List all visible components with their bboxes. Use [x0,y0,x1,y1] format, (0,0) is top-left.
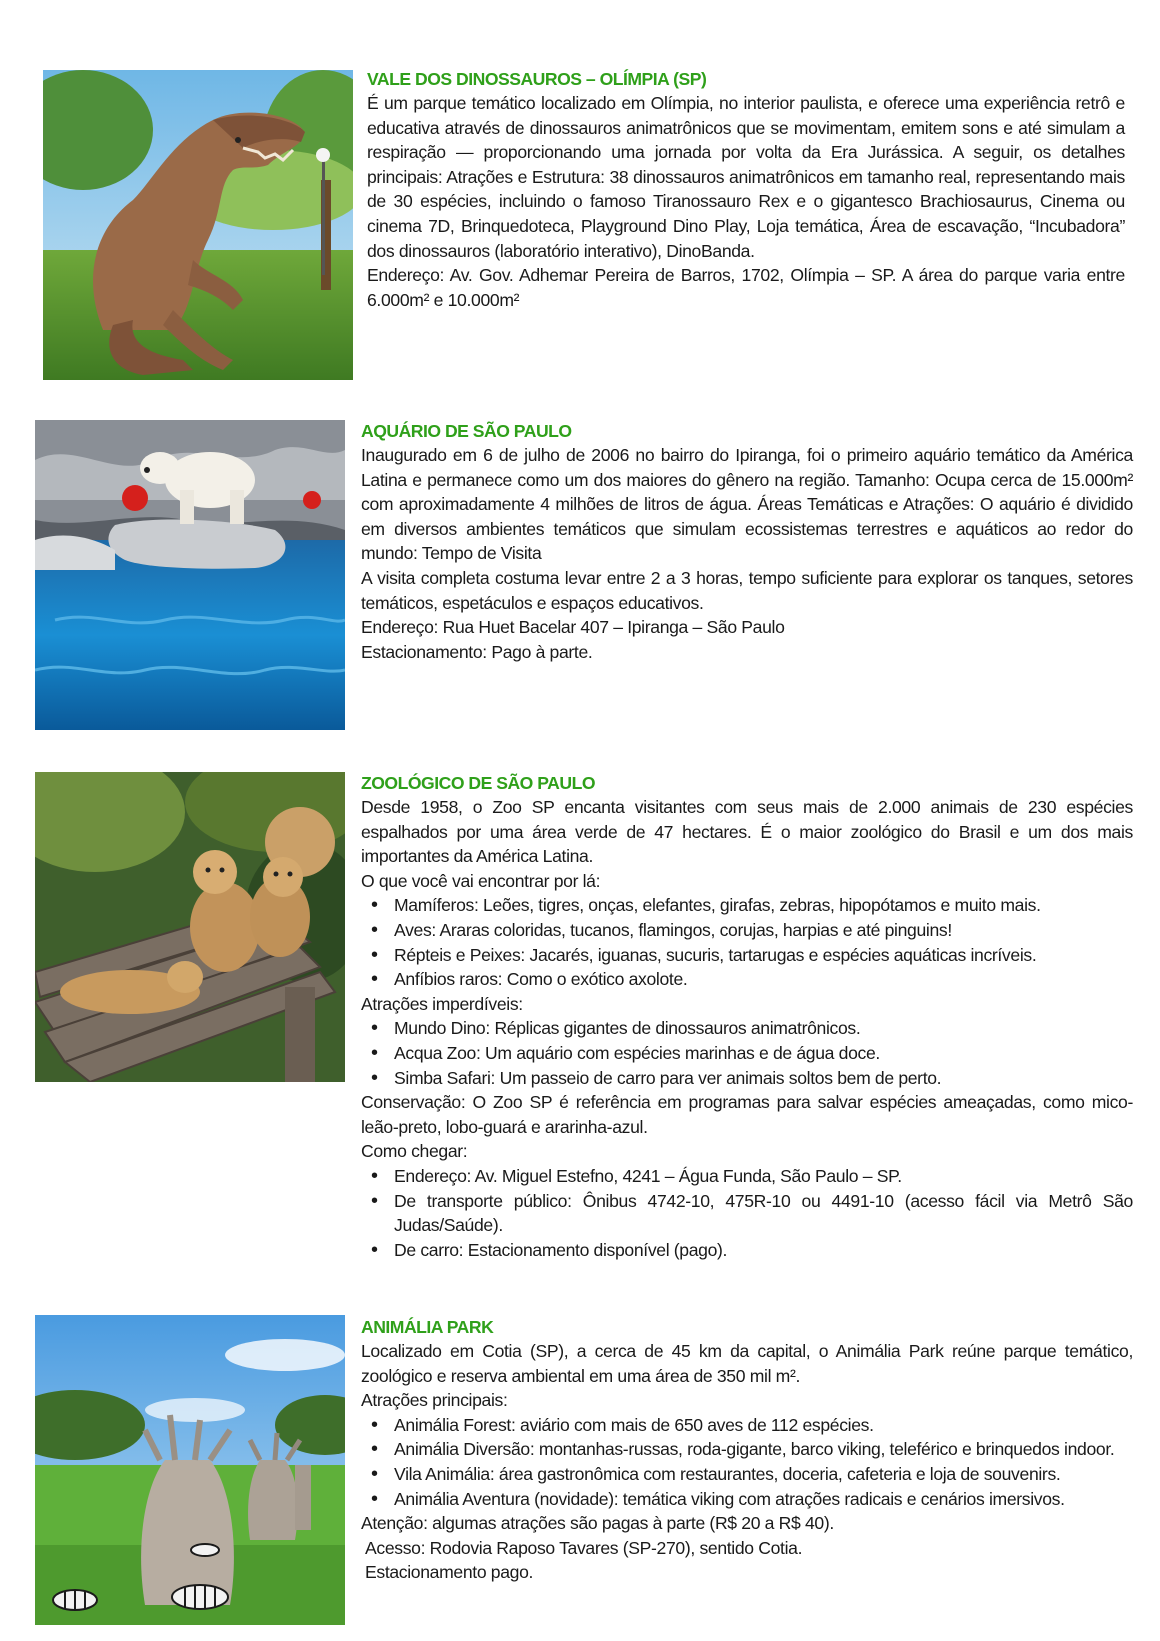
list-item: • Animália Aventura (novidade): temática viking com atrações radicais e cenários imersivos. [394,1487,1133,1512]
dinosaur-photo [43,70,353,380]
list-item: • Endereço: Av. Miguel Estefno, 4241 – Água Funda, São Paulo – SP. [394,1164,1133,1189]
section-animalia-park [361,1315,1133,1585]
list-label: O que você vai encontrar por lá: [361,870,601,891]
paragraph: Desde 1958, o Zoo SP encanta visitantes com seus mais de 2.000 animais de 230 espécies espalhados por uma área verde de 47 hectares. É o maior zoológico do Brasil e um dos mais importantes da América Latina. [361,797,1133,867]
list-item: • Mamíferos: Leões, tigres, onças, elefantes, girafas, zebras, hipopótamos e muito mais. [394,893,1133,918]
section-zoologico-de-sao-paulo [361,771,1133,1262]
bullet-list [361,1164,1133,1262]
list-item: • Animália Diversão: montanhas-russas, roda-gigante, barco viking, teleférico e brinquedos indoor. [394,1437,1133,1462]
paragraph: Estacionamento: Pago à parte. [361,641,593,662]
polar-bear-photo [35,420,345,730]
lions-photo [35,772,345,1082]
section-aquario-de-sao-paulo [361,419,1133,664]
section-vale-dos-dinossauros [367,67,1125,312]
list-item: • Vila Animália: área gastronômica com restaurantes, doceria, cafeteria e loja de souvenirs. [394,1462,1133,1487]
paragraph: Inaugurado em 6 de julho de 2006 no bairro do Ipiranga, foi o primeiro aquário temático da América Latina e permanece como um dos maiores do gênero na região. Tamanho: Ocupa cerca de 15.000m² com aproximadamente 4 milhões de litros de água. Áreas Temáticas e Atrações: O aquário é dividido em diversos ambientes temáticos que simulam ecossistemas terrestres e aquáticos ao redor do mundo: Tempo de Visita [361,445,1133,564]
access: Acesso: Rodovia Raposo Tavares (SP-270), sentido Cotia. [365,1537,803,1558]
bullet-list [361,893,1133,991]
paragraph: Conservação: O Zoo SP é referência em programas para salvar espécies ameaçadas, como mico-leão-preto, lobo-guará e ararinha-azul. [361,1092,1133,1137]
paragraph: Endereço: Av. Gov. Adhemar Pereira de Barros, 1702, Olímpia – SP. A área do parque varia entre 6.000m² e 10.000m² [367,265,1125,310]
list-item: • De transporte público: Ônibus 4742-10, 475R-10 ou 4491-10 (acesso fácil via Metrô São Judas/Saúde). [394,1189,1133,1238]
notice: Atenção: algumas atrações são pagas à parte (R$ 20 a R$ 40). [361,1513,834,1534]
paragraph: É um parque temático localizado em Olímpia, no interior paulista, e oferece uma experiência retrô e educativa através de dinossauros animatrônicos que se movimentam, emitem sons e até simulam a respiração — proporcionando uma jornada por volta da Era Jurássica. A seguir, os detalhes principais: Atrações e Estrutura: 38 dinossauros animatrônicos em tamanho real, representando mais de 30 espécies, incluindo o famoso Tiranossauro Rex e o gigantesco Brachiosaurus, Cinema ou cinema 7D, Brinquedoteca, Playground Dino Play, Loja temática, Área de escavação, “Incubadora” dos dinossauros (laboratório interativo), DinoBanda. [367,93,1125,261]
section-title: AQUÁRIO DE SÃO PAULO [361,421,572,441]
list-item: • Acqua Zoo: Um aquário com espécies marinhas e de água doce. [394,1041,1133,1066]
section-title: ZOOLÓGICO DE SÃO PAULO [361,773,596,793]
list-item: • Mundo Dino: Réplicas gigantes de dinossauros animatrônicos. [394,1016,1133,1041]
list-item: • Animália Forest: aviário com mais de 650 aves de 112 espécies. [394,1413,1133,1438]
parking: Estacionamento pago. [365,1562,534,1583]
paragraph: A visita completa costuma levar entre 2 a 3 horas, tempo suficiente para explorar os tanques, setores temáticos, espetáculos e espaços educativos. [361,567,1133,613]
paragraph: Endereço: Rua Huet Bacelar 407 – Ipiranga – São Paulo [361,617,785,638]
list-item: • Répteis e Peixes: Jacarés, iguanas, sucuris, tartarugas e espécies aquáticas incríveis. [394,943,1133,968]
section-title: VALE DOS DINOSSAUROS – OLÍMPIA (SP) [367,69,707,89]
bullet-list [361,1016,1133,1090]
list-label: Atrações principais: [361,1390,508,1411]
list-item: • Anfíbios raros: Como o exótico axolote. [394,967,1133,992]
bullet-list [361,1413,1133,1511]
list-label: Como chegar: [361,1141,468,1162]
list-label: Atrações imperdíveis: [361,993,523,1014]
list-item: • Simba Safari: Um passeio de carro para ver animais soltos bem de perto. [394,1066,1133,1091]
baobab-zebras-photo [35,1315,345,1625]
section-title: ANIMÁLIA PARK [361,1317,494,1337]
paragraph: Localizado em Cotia (SP), a cerca de 45 km da capital, o Animália Park reúne parque temático, zoológico e reserva ambiental em uma área de 350 mil m². [361,1341,1133,1386]
list-item: • Aves: Araras coloridas, tucanos, flamingos, corujas, harpias e até pinguins! [394,918,1133,943]
list-item: • De carro: Estacionamento disponível (pago). [394,1238,1133,1263]
